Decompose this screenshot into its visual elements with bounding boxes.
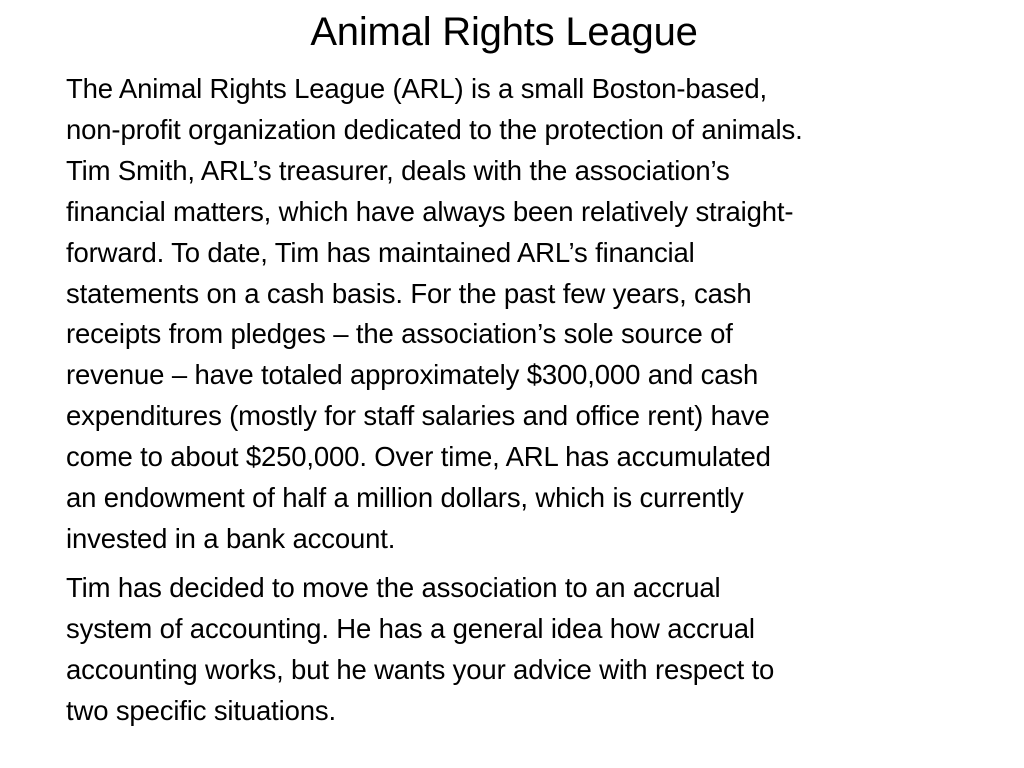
text-line: Tim Smith, ARL’s treasurer, deals with the association’s: [66, 154, 730, 186]
text-line: financial matters, which have always been relatively straight-: [66, 195, 794, 227]
paragraph-2: [66, 568, 1006, 732]
text-line: accounting works, but he wants your advice with respect to: [66, 653, 775, 685]
text-line: forward. To date, Tim has maintained ARL’s financial: [66, 236, 695, 268]
text-line: Tim has decided to move the association to an accrual: [66, 571, 721, 603]
slide-body: [66, 69, 1006, 740]
text-line: an endowment of half a million dollars, which is currently: [66, 482, 744, 514]
text-line: The Animal Rights League (ARL) is a small Boston-based,: [66, 73, 767, 104]
slide-title: Animal Rights League: [310, 10, 698, 54]
text-line: two specific situations.: [66, 694, 336, 726]
text-line: system of accounting. He has a general idea how accrual: [66, 612, 755, 644]
text-line: invested in a bank account.: [66, 522, 396, 554]
text-line: receipts from pledges – the association’s sole source of: [66, 318, 733, 350]
text-line: expenditures (mostly for staff salaries and office rent) have: [66, 400, 770, 432]
text-line: statements on a cash basis. For the past few years, cash: [66, 277, 752, 309]
paragraph-1: [66, 69, 1006, 560]
text-line: come to about $250,000. Over time, ARL has accumulated: [66, 441, 771, 473]
text-line: non-profit organization dedicated to the protection of animals.: [66, 113, 803, 145]
text-line: revenue – have totaled approximately $300,000 and cash: [66, 359, 759, 391]
